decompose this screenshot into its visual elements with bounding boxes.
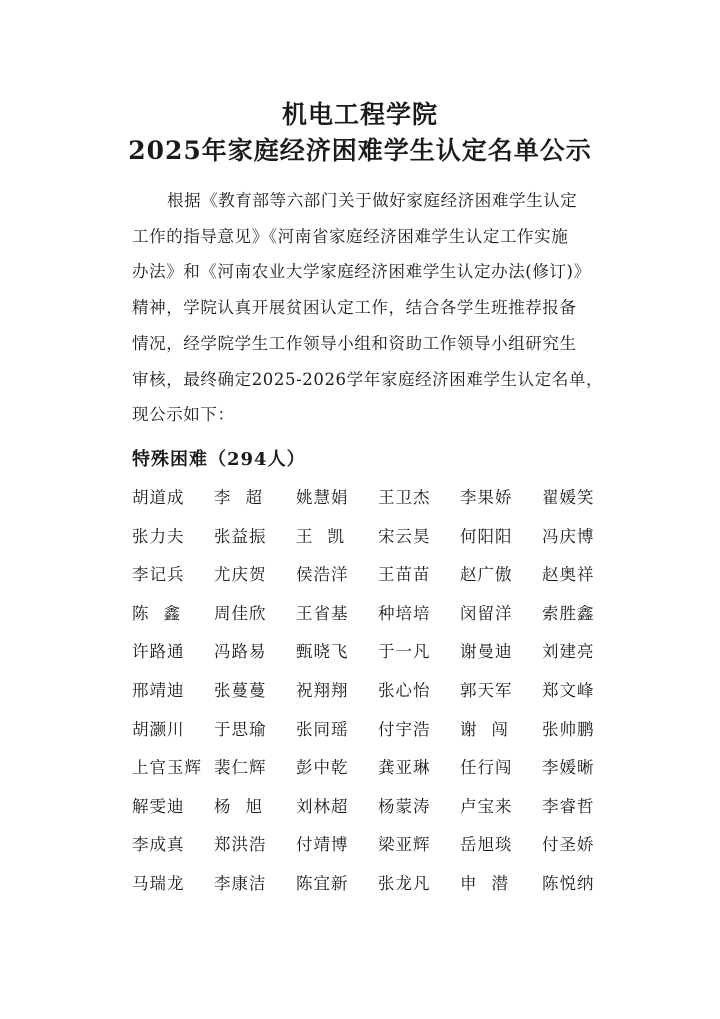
student-name: 刘建亮	[542, 642, 595, 662]
student-name: 陈悦纳	[542, 873, 595, 893]
student-name: 陈宜新	[296, 873, 349, 893]
student-name: 何阳阳	[460, 526, 513, 546]
name-row	[132, 756, 624, 795]
student-name: 李成真	[132, 835, 185, 855]
student-name: 翟媛笑	[542, 488, 595, 507]
student-name: 闵留洋	[460, 603, 513, 623]
student-name: 张同瑶	[296, 719, 349, 739]
student-name: 张帅鹏	[542, 719, 595, 739]
page-title: 机电工程学院	[281, 100, 438, 129]
student-name: 张益振	[214, 526, 267, 546]
student-name: 郭天军	[460, 680, 513, 700]
name-row	[132, 525, 624, 564]
student-name: 赵奥祥	[542, 565, 595, 585]
category-heading: 特殊困难（294人）	[132, 449, 306, 470]
student-name: 杨蒙涛	[378, 796, 431, 816]
student-name: 宋云昊	[378, 526, 431, 546]
name-row	[132, 795, 624, 834]
student-name: 李记兵	[132, 565, 185, 585]
student-name: 付靖博	[296, 835, 349, 855]
student-name: 岳旭琰	[460, 835, 513, 855]
student-name: 于思瑜	[214, 719, 267, 739]
name-row	[132, 640, 624, 679]
paragraph-line: 精神，学院认真开展贫困认定工作，结合各学生班推荐报备	[132, 298, 577, 318]
student-name: 付圣娇	[542, 835, 595, 855]
student-name: 李睿哲	[542, 796, 595, 816]
student-name: 解雯迪	[132, 796, 185, 816]
student-name: 张蔓蔓	[214, 680, 267, 700]
student-name: 甄晓飞	[296, 642, 349, 662]
student-name: 张龙凡	[378, 873, 431, 893]
paragraph-line: 审核，最终确定2025-2026学年家庭经济困难学生认定名单，	[132, 369, 604, 389]
student-name: 李康洁	[214, 873, 267, 893]
student-name: 邢靖迪	[132, 680, 185, 700]
paragraph-line: 办法》和《河南农业大学家庭经济困难学生认定办法(修订)》	[132, 262, 591, 282]
student-name: 郑洪浩	[214, 835, 267, 855]
student-name: 冯路易	[214, 642, 267, 662]
student-name: 王苗苗	[378, 565, 431, 585]
student-name: 侯浩洋	[296, 565, 349, 585]
paragraph-line: 现公示如下：	[132, 405, 235, 425]
student-name: 陈鑫	[132, 603, 195, 623]
student-name: 付宇浩	[378, 719, 431, 739]
student-name: 姚慧娟	[296, 488, 349, 507]
student-name: 马瑞龙	[132, 873, 185, 893]
student-name: 李媛晰	[542, 758, 595, 778]
student-name: 种培培	[378, 603, 431, 623]
name-row	[132, 563, 624, 602]
student-name: 谢闯	[460, 719, 523, 739]
student-name: 王省基	[296, 603, 349, 623]
announcement-paragraph	[132, 183, 602, 433]
paragraph-line: 根据《教育部等六部门关于做好家庭经济困难学生认定	[167, 191, 578, 210]
name-row	[132, 872, 624, 911]
student-name: 许路通	[132, 642, 185, 662]
student-name: 任行闯	[460, 758, 513, 778]
student-name: 裴仁辉	[214, 758, 267, 778]
paragraph-line: 情况，经学院学生工作领导小组和资助工作领导小组研究生	[132, 333, 577, 353]
student-name: 祝翔翔	[296, 680, 349, 700]
student-name: 刘林超	[296, 796, 349, 816]
student-name: 冯庆博	[542, 526, 595, 546]
student-name: 索胜鑫	[542, 603, 595, 623]
name-row	[132, 833, 624, 872]
student-name: 胡道成	[132, 488, 185, 507]
student-name: 李果娇	[460, 488, 513, 507]
student-name: 胡灏川	[132, 719, 185, 739]
name-row	[132, 486, 624, 525]
student-name: 王凯	[296, 526, 359, 546]
student-name: 王卫杰	[378, 488, 431, 507]
student-name: 申潜	[460, 873, 523, 893]
student-name: 梁亚辉	[378, 835, 431, 855]
student-name: 彭中乾	[296, 758, 349, 778]
student-name: 尤庆贺	[214, 565, 267, 585]
student-name: 卢宝来	[460, 796, 513, 816]
student-name: 李超	[214, 488, 277, 507]
name-row	[132, 602, 624, 641]
name-row	[132, 718, 624, 757]
page-subtitle: 2025年家庭经济困难学生认定名单公示	[128, 136, 592, 165]
student-name: 张心怡	[378, 680, 431, 700]
student-name: 杨旭	[214, 796, 277, 816]
student-name: 谢曼迪	[460, 642, 513, 662]
student-name: 龚亚琳	[378, 758, 431, 778]
student-name: 郑文峰	[542, 680, 595, 700]
student-name: 于一凡	[378, 642, 431, 662]
paragraph-line: 工作的指导意见》《河南省家庭经济困难学生认定工作实施	[132, 226, 569, 246]
student-name: 周佳欣	[214, 603, 267, 623]
student-name: 上官玉辉	[132, 758, 202, 778]
student-name-grid	[132, 486, 624, 911]
student-name: 赵广傲	[460, 565, 513, 585]
name-row	[132, 679, 624, 718]
student-name: 张力夫	[132, 526, 185, 546]
